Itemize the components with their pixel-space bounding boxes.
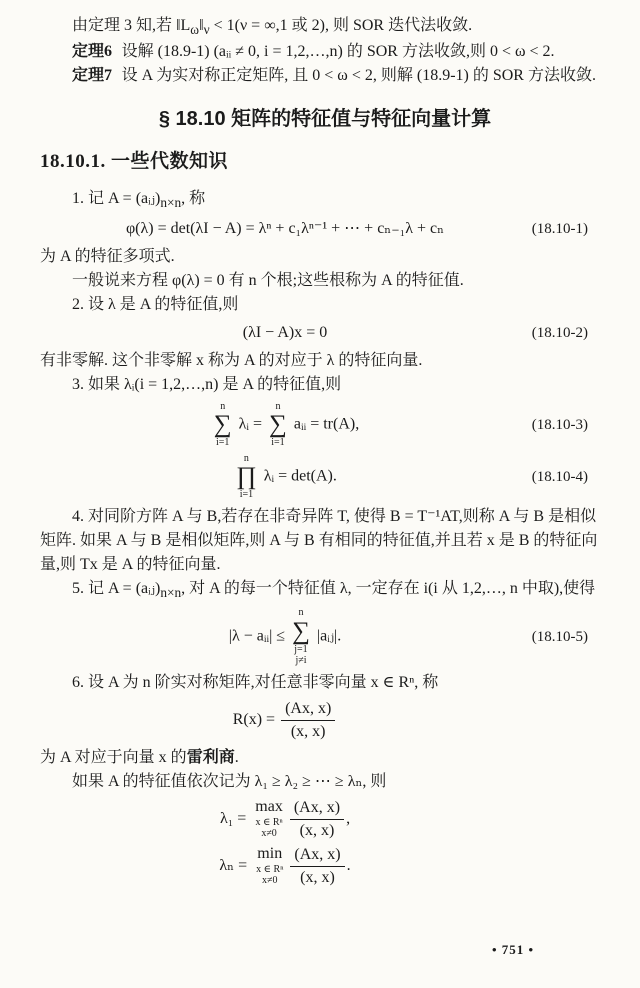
equation-number-18-10-5: (18.10-5) [531,628,588,645]
equation-18-10-4 [40,453,610,501]
eigen-equation-formula: (λI − A)x = 0 [242,323,328,341]
rayleigh-lhs: R(x) = [232,710,280,728]
rayleigh-text-c: . [234,748,239,766]
rayleigh-fraction [281,699,335,742]
norm-subscript-nu: ν [203,22,210,38]
theorem-6-label: 定理6 [72,43,113,61]
max-denominator: (x, x) [299,821,335,839]
max-under-limit-2: x≠0 [261,828,277,840]
rayleigh-text-a: 为 A 对应于向量 x 的 [40,748,187,766]
intro-text-b: ‖ [199,17,204,34]
rayleigh-denominator: (x, x) [290,722,326,740]
min-tail: . [346,856,351,874]
item-5-paragraph [40,577,610,603]
item-1-text-a: 1. 记 A = (aᵢⱼ) [72,189,161,207]
section-title: § 18.10 矩阵的特征值与特征向量计算 [158,108,492,131]
product-upper-limit: n [243,452,249,464]
equation-number-18-10-4: (18.10-4) [531,468,588,485]
equation-number-18-10-3: (18.10-3) [531,416,588,433]
equation-number-18-10-2: (18.10-2) [531,324,588,341]
sum-3-lower-limit-2: j≠i [295,655,307,667]
intro-paragraph [40,14,610,40]
max-tail: , [346,809,351,827]
min-operator [256,845,283,886]
theorem-7-text: 设 A 为实对称正定矩阵, 且 0 < ω < 2, 则解 (18.9-1) 的 SOR 方法收敛. [121,67,596,85]
intro-text-c: < 1(ν = ∞,1 或 2), 则 SOR 迭代法收敛. [209,17,473,34]
item-4-paragraph: 4. 对同阶方阵 A 与 B,若存在非奇异阵 T, 使得 B = T⁻¹AT,则称 A 与 B 是相似矩阵. 如果 A 与 B 是相似矩阵,则 A 与 B 有相同的特征值,并且若 x 是 B 的特征向量,则 Tx 是 A 的特征向量. [40,507,598,573]
lambda-min-lhs: λₙ = [219,856,252,874]
equation-18-10-1 [40,217,610,241]
sum-1-upper-limit: n [220,400,226,412]
after-eq1-paragraph: 为 A 的特征多项式. [40,247,175,265]
equation-18-10-5 [40,607,610,667]
min-glyph: min [257,845,283,863]
theorem-7-label: 定理7 [72,67,113,85]
sum-operator-2 [269,401,287,449]
sum-operator-3 [292,607,310,667]
rayleigh-name-paragraph [40,746,610,770]
item-5-text-b: , 对 A 的每一个特征值 λ, 一定存在 i(i 从 1,2,…, n 中取),使得 [181,579,596,597]
min-fraction [290,845,344,888]
sum-3-lower-limit-1: j=1 [294,643,308,655]
equation-18-10-3 [40,401,610,449]
norm-subscript-omega: ω [190,22,200,38]
matrix-size-subscript-2: n×n [160,585,182,601]
sum-3-upper-limit: n [298,607,304,619]
theorem-6-paragraph [40,40,610,64]
eigenvalue-order-paragraph: 如果 A 的特征值依次记为 λ₁ ≥ λ₂ ≥ ⋯ ≥ λₙ, 则 [72,772,387,790]
max-under-limit-1: x ∈ Rⁿ [255,816,283,828]
max-glyph: max [255,798,283,816]
theorem-6-text: 设解 (18.9-1) (aᵢᵢ ≠ 0, i = 1,2,…,n) 的 SOR 方法收敛,则 0 < ω < 2. [121,43,555,61]
subsection-title: 18.10.1. 一些代数知识 [40,151,229,173]
sum-operator-1 [214,401,232,449]
general-roots-paragraph: 一般说来方程 φ(λ) = 0 有 n 个根;这些根称为 A 的特征值. [72,271,464,289]
characteristic-polynomial-formula: φ(λ) = det(λI − A) = λⁿ + c₁λⁿ⁻¹ + ⋯ + cₙ₋₁λ + cₙ [125,219,445,237]
min-under-limit-1: x ∈ Rⁿ [256,863,284,875]
max-fraction [290,798,344,841]
rayleigh-term-bold: 雷利商 [186,748,235,766]
rayleigh-quotient-equation [40,699,610,742]
max-operator [255,798,283,839]
product-lower-limit: i=1 [239,489,254,501]
sum-1-lower-limit: i=1 [216,437,230,449]
item-2-paragraph: 2. 设 λ 是 A 的特征值,则 [72,295,239,313]
sum-2-sigma-glyph: ∑ [269,411,287,439]
min-under-limit-2: x≠0 [261,875,278,887]
item-6-paragraph: 6. 设 A 为 n 阶实对称矩阵,对任意非零向量 x ∈ Rⁿ, 称 [72,673,439,691]
sum-2-upper-limit: n [275,400,281,412]
equation-number-18-10-1: (18.10-1) [531,220,588,237]
theorem-7-paragraph [40,64,610,88]
item-1-paragraph [40,187,610,213]
product-operator [236,453,257,501]
item-5-text-a: 5. 记 A = (aᵢⱼ) [72,579,161,597]
determinant-formula-tail: λᵢ = det(A). [259,467,337,485]
lambda-min-equation [40,845,610,888]
sum-2-lower-limit: i=1 [271,437,285,449]
item-1-text-b: , 称 [181,189,206,207]
lambda-max-lhs: λ₁ = [219,809,251,827]
page-number: • 751 • [492,942,535,957]
gershgorin-rhs: |aᵢⱼ|. [312,627,342,645]
min-denominator: (x, x) [300,868,335,886]
equation-18-10-2 [40,321,610,345]
trace-formula-middle: λᵢ = [234,415,267,433]
sum-1-sigma-glyph: ∑ [213,411,232,439]
matrix-size-subscript: n×n [160,194,182,210]
product-pi-glyph: ∏ [236,463,257,491]
sum-3-sigma-glyph: ∑ [292,617,310,645]
item-3-paragraph: 3. 如果 λᵢ(i = 1,2,…,n) 是 A 的特征值,则 [72,375,342,393]
min-numerator: (Ax, x) [290,845,344,867]
after-eq2-paragraph: 有非零解. 这个非零解 x 称为 A 的对应于 λ 的特征向量. [40,351,423,369]
lambda-max-equation [40,798,610,841]
rayleigh-numerator: (Ax, x) [281,699,335,721]
trace-formula-tail: aᵢᵢ = tr(A), [289,415,360,433]
gershgorin-lhs: |λ − aᵢᵢ| ≤ [228,627,290,645]
max-numerator: (Ax, x) [290,798,344,820]
intro-text-a: 由定理 3 知,若 ‖L [72,17,191,34]
